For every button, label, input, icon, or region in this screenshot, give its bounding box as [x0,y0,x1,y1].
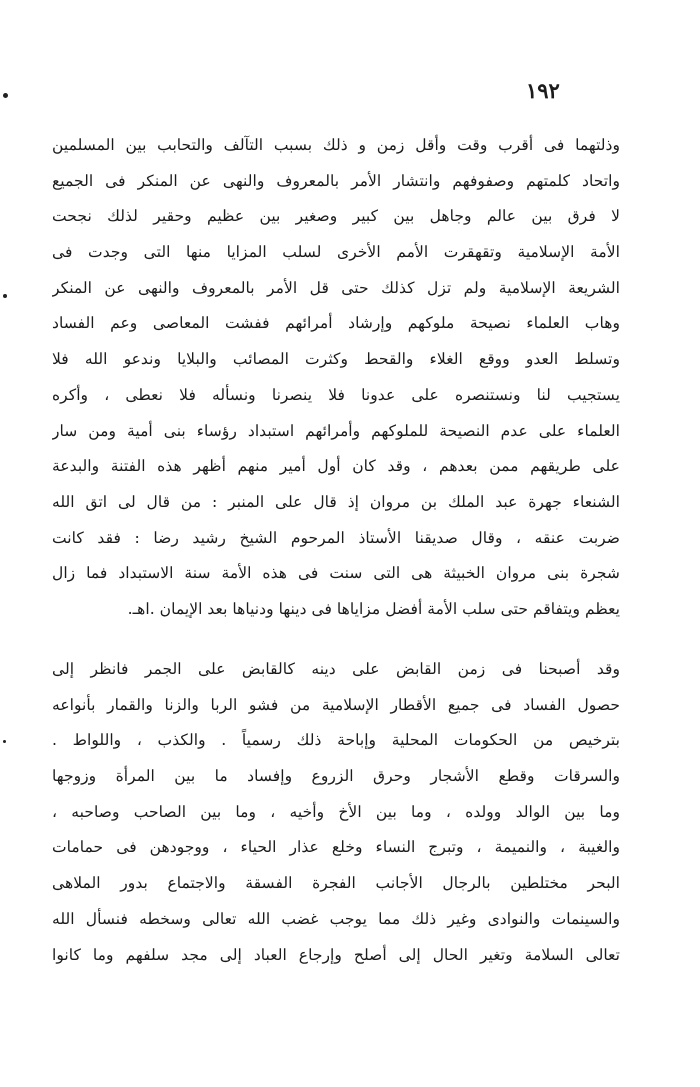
text-line: بترخيص من الحكومات المحلية وإباحة ذلك رسمياً . والكذب ، واللواط . [52,731,620,750]
text-line: وقد أصبحنا فى زمن القابض على دينه كالقابض على الجمر فانظر إلى [52,660,620,678]
text-line: ضربت عنقه ، وقال صديقنا الأستاذ المرحوم الشيخ رشيد رضا : فقد كانت [52,528,620,547]
text-line: حصول الفساد فى جميع الأقطار الإسلامية من فشو الربا والزنا والقمار بأنواعه [52,695,620,714]
text-line: الشنعاء جهرة عبد الملك بن مروان إذ قال على المنبر : من قال لى اتق الله [52,492,620,511]
text-line: شجرة بنى مروان الخبيثة هى التى سنت فى هذه الأمة سنة الاستبداد فما زال [52,564,620,583]
text-line: وتسلط العدو ووقع الغلاء والقحط وكثرت المصائب والبلايا وندعو الله فلا [52,350,620,369]
paragraph-2 [52,652,620,973]
text-line: العلماء على عدم النصيحة للملوكهم وأمرائهم استبداد رؤساء بنى أمية ومن سار [52,421,620,440]
text-line: واتحاد كلمتهم وصفوفهم وانتشار الأمر بالمعروف والنهى عن المنكر فى الجميع [52,171,620,190]
text-line: وما بين الوالد وولده ، وما بين الأخ وأخيه ، وما بين الصاحب وصاحبه ، [52,802,620,821]
text-line: وهاب العلماء نصيحة ملوكهم وإرشاد أمرائهم ففشت المعاصى وعم الفساد [52,314,620,333]
page-number: ١٩٢ [526,78,560,103]
scan-speck [3,93,8,98]
text-line: الشريعة الإسلامية ولم تزل كذلك حتى قل الأمر بالمعروف والنهى عن المنكر [52,278,620,297]
text-line: والسرقات وقطع الأشجار وحرق الزروع وإفساد ما بين المرأة وزوجها [52,767,620,786]
text-line: البحر مختلطين بالرجال الأجانب الفجرة الفسقة والاجتماع بدور الملاهى [52,874,620,893]
text-line: لا فرق بين عالم وجاهل بين كبير وصغير بين عظيم وحقير لذلك نجحت [52,207,620,226]
text-line: الأمة الإسلامية وتقهقرت الأمم الأخرى لسلب المزايا منها التى وجدت فى [52,243,620,262]
text-line: يستجيب لنا ونستنصره على عدونا فلا ينصرنا ونسأله فلا نعطى ، وأكره [52,385,620,404]
text-line: وذلتهما فى أقرب وقت وأقل زمن و ذلك بسبب التآلف والتحابب بين المسلمين [52,136,620,154]
scan-speck [3,294,7,298]
text-line: والغيبة ، والنميمة ، وتبرج النساء وخلع عذار الحياء ، ووجودهن فى حمامات [52,838,620,857]
text-line: على طريقهم ممن بعدهم ، وقد كان أول أمير منهم أظهر هذه الفتنة والبدعة [52,457,620,476]
text-line: تعالى السلامة وتغير الحال إلى أصلح وإرجاع العباد إلى مجد سلفهم وما كانوا [52,945,620,964]
text-line: يعظم ويتفاقم حتى سلب الأمة أفضل مزاياها فى دينها ودنياها بعد الإيمان .اهـ. [127,599,620,618]
paragraph-1 [52,128,620,628]
text-line: والسينمات والنوادى وغير ذلك مما يوجب غضب الله تعالى وسخطه فنسأل الله [52,909,620,928]
scan-speck [3,740,6,743]
